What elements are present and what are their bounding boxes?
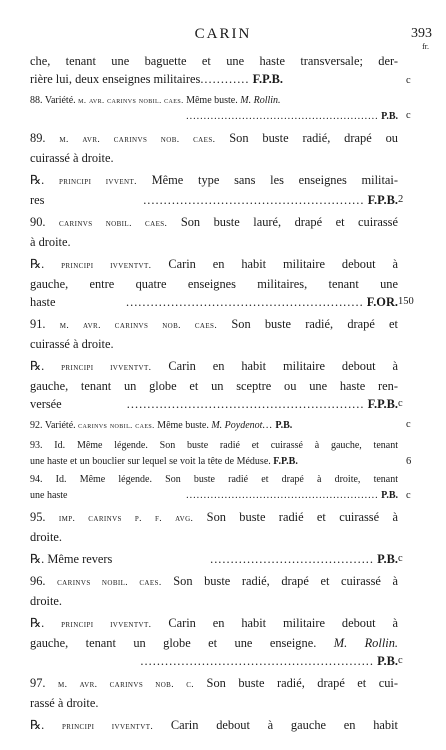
coin-legend: principi ivventvt. <box>61 363 152 373</box>
entry-line: droite. <box>30 594 62 608</box>
entry-text: Carin debout à gauche en habit <box>170 718 398 732</box>
entry-text: Son buste radié, drapé et <box>231 317 398 331</box>
entry-text <box>30 550 113 568</box>
entry-number: 96. <box>30 574 46 588</box>
entry-90-reverse <box>30 255 414 311</box>
entry-97-reverse <box>30 716 398 736</box>
entry-text: Son buste radié et cuirassé à <box>206 510 398 524</box>
entry-text: Son buste radié, drapé et cui- <box>206 676 398 690</box>
entry-96-reverse: ℞. principi ivventvt. Carin en habit militaire debout à gauche, tenant un globe et une enseigne. M. Rollin. ......................................................... P.B. c <box>30 616 403 668</box>
coin-legend: carinvs nobil. caes. <box>78 420 155 430</box>
leader-dots: ....................................................... <box>186 490 379 501</box>
collection-source: M. Rollin. <box>333 636 398 650</box>
coin-legend: imp. carinvs p. f. avg. <box>58 514 194 524</box>
leader-dots: .......................................................... <box>126 397 365 411</box>
entry-lead: Id. <box>54 440 66 451</box>
entry-number: 90. <box>30 215 46 229</box>
rarity-price: c <box>406 490 411 501</box>
entry-text: gauche, tenant un globe et une enseigne. <box>30 636 317 650</box>
rarity-price: c <box>406 110 411 121</box>
entry-lead: Variété. <box>44 95 76 106</box>
entry-95-reverse: ℞. Même revers ........................................ P.B. c <box>30 552 403 566</box>
coin-reference: F.OR. <box>366 295 398 309</box>
entry-line <box>30 293 398 311</box>
rarity-price: c <box>406 419 411 430</box>
coin-legend: m. avr. carinvs nob. caes. <box>59 321 218 331</box>
entry-line <box>30 572 398 592</box>
coin-reference: P.B. <box>377 552 398 566</box>
entry-line <box>30 92 398 109</box>
entry-text: Carin en habit militaire debout à <box>168 616 398 630</box>
coin-reference: F.P.B. <box>273 456 298 467</box>
entry-92 <box>30 417 411 434</box>
entry-text: Carin en habit militaire debout à <box>168 359 398 373</box>
entry-number: 92. <box>30 420 43 431</box>
entry-line <box>38 652 398 670</box>
entry-line: cuirassé à droite. <box>30 337 114 351</box>
entry-line <box>30 674 398 694</box>
coin-legend: m. avr. carinvs nob. caes. <box>59 135 216 145</box>
collection-source: M. Rollin. <box>240 95 281 106</box>
entry-text: versée <box>30 397 62 411</box>
rarity-price: 150 <box>398 296 414 307</box>
entry-line <box>30 109 398 125</box>
coin-legend: carinvs nobil. caes. <box>59 219 168 229</box>
coin-reference: F.P.B. <box>367 193 398 207</box>
entry-text: rière lui, deux enseignes militaires <box>30 72 201 86</box>
reverse-symbol: ℞. <box>30 552 45 566</box>
entry-line <box>30 191 398 209</box>
entry-number: 91. <box>30 317 46 331</box>
entry-line <box>30 357 398 377</box>
entry-line <box>30 171 398 191</box>
leader-dots: .......................................................... <box>126 295 364 309</box>
entry-line <box>30 614 398 634</box>
rarity-price: c <box>406 75 411 86</box>
entry-line <box>30 550 398 568</box>
leader-dots: ... <box>262 420 273 431</box>
coin-legend: principi ivventvt. <box>61 722 154 732</box>
entry-line <box>30 315 398 335</box>
entry-line <box>30 213 398 233</box>
leader-dots: ........................................ <box>210 552 374 566</box>
coin-legend: principi ivvent. <box>58 177 137 187</box>
reverse-symbol: ℞. <box>30 718 45 732</box>
entry-line <box>30 634 398 652</box>
entry-line <box>30 488 398 504</box>
entry-text: Même buste. <box>157 420 209 431</box>
entry-line <box>30 508 398 528</box>
entry-90 <box>30 213 398 251</box>
entry-96 <box>30 572 398 610</box>
leader-dots: ...................................................... <box>143 193 365 207</box>
coin-legend: carinvs nobil. caes. <box>57 578 162 588</box>
entry-number: 95. <box>30 510 46 524</box>
entry-text: une haste <box>30 490 68 501</box>
entry-text: res <box>30 193 45 207</box>
reverse-symbol: ℞. <box>30 616 45 630</box>
page-header <box>0 26 446 51</box>
entry-text: Carin en habit militaire debout à <box>168 257 398 271</box>
entry-number: 94. <box>30 474 43 485</box>
running-title: CARIN <box>194 26 252 42</box>
entry-95 <box>30 508 398 546</box>
rarity-price: 6 <box>406 456 412 467</box>
entry-line <box>30 454 398 470</box>
entry-line <box>30 395 398 413</box>
entry-line <box>30 716 398 736</box>
entry-line: à droite. <box>30 235 71 249</box>
entry-number: 97. <box>30 676 46 690</box>
entry-line: cuirassé à droite. <box>30 151 114 165</box>
entry-line: droite. <box>30 530 62 544</box>
entry-number: 88. <box>30 95 43 106</box>
entry-line <box>30 70 398 88</box>
entry-91 <box>30 315 398 353</box>
entry-97 <box>30 674 398 712</box>
reverse-symbol: ℞. <box>30 257 45 271</box>
entry-88 <box>30 92 411 125</box>
entry-94 <box>30 472 411 504</box>
coin-reference: P.B. <box>275 420 293 431</box>
entry-lead: Variété. <box>44 420 76 431</box>
entry-89-reverse: ℞. principi ivvent. Même type sans les enseignes militai- res ...................................................... F.P.B. 2 <box>30 173 404 207</box>
price-unit-label: fr. <box>422 42 429 51</box>
entry-line: rassé à droite. <box>30 696 99 710</box>
entry-line: gauche, entre quatre enseignes militaires, tenant une <box>30 277 398 291</box>
coin-legend: m. avr. carinvs nobil. caes. <box>78 95 184 105</box>
entry-91-reverse: ℞. principi ivventvt. Carin en habit militaire debout à gauche, tenant un globe et un sceptre ou une haste ren- versée .......................................................... F.P.B. c <box>30 359 403 411</box>
leader-dots: ............ <box>200 72 250 86</box>
entry-line <box>30 417 398 434</box>
entry-text: Même légende. Son buste radié et cuirassé à gauche, tenant <box>76 440 398 451</box>
coin-legend: m. avr. carinvs nob. c. <box>58 680 195 690</box>
entry-text: haste <box>30 295 56 309</box>
coin-reference: P.B. <box>377 654 398 668</box>
entry-number: 89. <box>30 131 46 145</box>
entry-text: Son buste radié, drapé et cuirassé à <box>173 574 398 588</box>
entry-line <box>30 129 398 149</box>
reverse-symbol: ℞. <box>30 173 45 187</box>
catalogue-body <box>30 52 414 740</box>
entry-number: 93. <box>30 440 43 451</box>
coin-legend: principi ivventvt. <box>61 261 152 271</box>
coin-reference: F.P.B. <box>252 72 284 86</box>
coin-reference: P.B. <box>381 490 398 501</box>
entry-line <box>30 438 398 454</box>
reverse-symbol: ℞. <box>30 359 45 373</box>
entry-line: gauche, tenant un globe et un sceptre ou une haste ren- <box>30 379 398 393</box>
entry-text: Même buste. <box>186 95 238 106</box>
coin-legend: principi ivventvt. <box>61 620 152 630</box>
entry-line: che, tenant une baguette et une haste transversale; der- <box>30 54 398 68</box>
entry-text: Son buste radié, drapé ou <box>229 131 398 145</box>
entry-continuation <box>30 52 411 88</box>
entry-text: une haste et un bouclier sur lequel se voit la tête de Méduse. <box>30 456 271 467</box>
collection-source: M. Poydenot <box>211 420 263 431</box>
entry-text: Même revers <box>47 552 113 566</box>
entry-text: Son buste lauré, drapé et cuirassé <box>180 215 398 229</box>
coin-reference: F.P.B. <box>367 397 398 411</box>
entry-89 <box>30 129 398 167</box>
leader-dots: ....................................................... <box>186 111 379 122</box>
entry-text: Même légende. Son buste radié et drapé à droite, tenant <box>79 474 399 485</box>
entry-line <box>30 472 398 488</box>
coin-reference: P.B. <box>381 111 398 122</box>
entry-text: Même type sans les enseignes militai- <box>151 173 398 187</box>
page-number: 393 <box>411 26 432 41</box>
entry-line <box>30 255 398 275</box>
entry-lead: Id. <box>55 474 67 485</box>
leader-dots: ......................................................... <box>140 654 374 668</box>
entry-93 <box>30 438 412 470</box>
